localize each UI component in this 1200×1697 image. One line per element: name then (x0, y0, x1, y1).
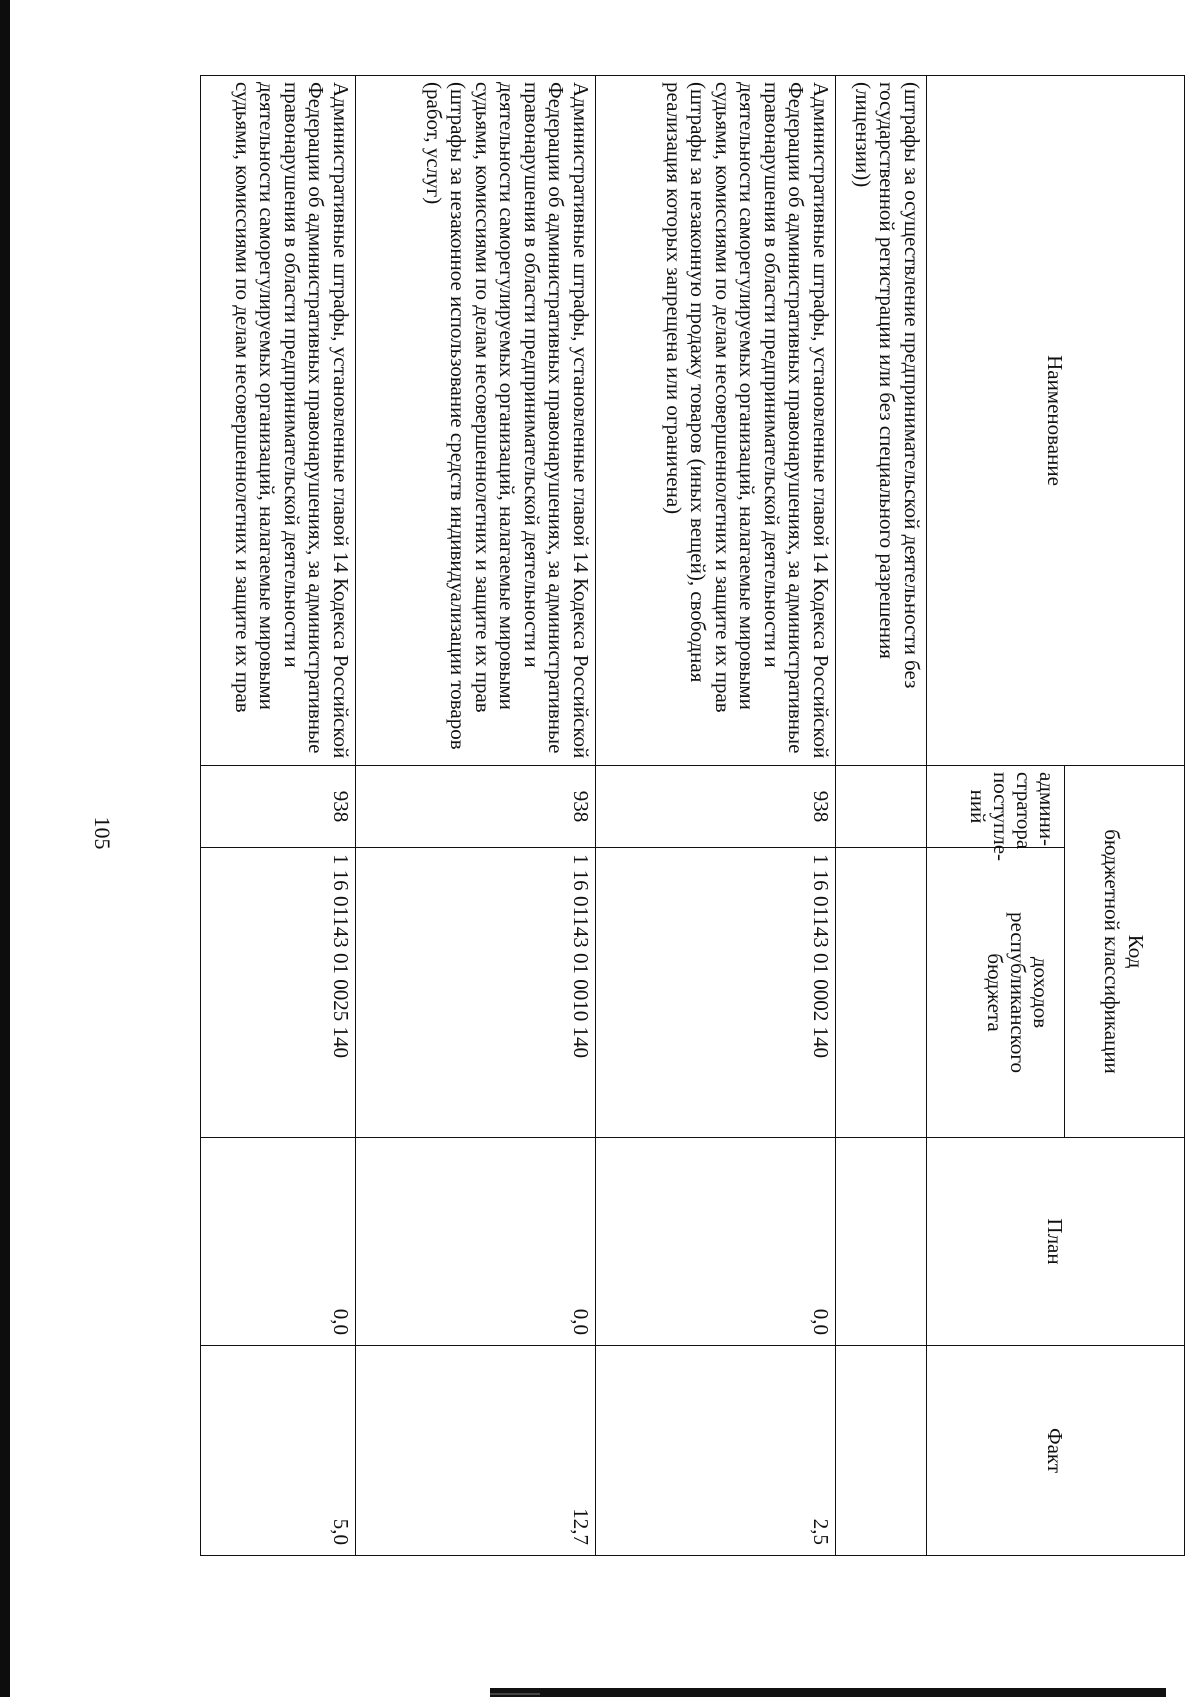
row-plan: 0,0 (201, 1138, 356, 1346)
header-plan: План (927, 1138, 1185, 1346)
row-name: (штрафы за осуществление предпринимательской деятельности без государственной регистрации или без специального разрешения (лицензии)) (836, 76, 927, 766)
header-fact: Факт (927, 1346, 1185, 1556)
row-plan: 0,0 (596, 1138, 836, 1346)
row-name: Административные штрафы, установленные главой 14 Кодекса Российской Федерации об административных правонарушениях, за административные правонарушения в области предпринимательской деятельности и деятельности саморегулируемых организаций, налагаемые мировыми судьями, комиссиями по делам несовершеннолетних и защите их прав (штрафы за незаконное использование средств индивидуализации товаров (работ, услуг) (356, 76, 596, 766)
scan-border-left (0, 0, 10, 1697)
row-fact (836, 1346, 927, 1556)
header-revenue-code: доходов республиканского бюджета (927, 848, 1065, 1138)
table-row (836, 76, 927, 1556)
row-code: 1 16 01143 01 0010 140 (356, 848, 596, 1138)
row-name: Административные штрафы, установленные главой 14 Кодекса Российской Федерации об административных правонарушениях, за административные правонарушения в области предпринимательской деятельности и деятельности саморегулируемых организаций, налагаемые мировыми судьями, комиссиями по делам несовершеннолетних и защите их прав (201, 76, 356, 766)
page-number: 105 (90, 816, 115, 850)
row-name: Административные штрафы, установленные главой 14 Кодекса Российской Федерации об административных правонарушениях, за административные правонарушения в области предпринимательской деятельности и деятельности саморегулируемых организаций, налагаемые мировыми судьями, комиссиями по делам несовершеннолетних и защите их прав (штрафы за незаконную продажу товаров (иных вещей), свободная реализация которых запрещена или ограничена) (596, 76, 836, 766)
row-admin: 938 (596, 766, 836, 848)
table-row (596, 76, 836, 1556)
scan-border-bottom-mark (490, 1693, 540, 1695)
row-fact: 12,7 (356, 1346, 596, 1556)
budget-table (200, 75, 1185, 1556)
row-admin: 938 (356, 766, 596, 848)
row-code: 1 16 01143 01 0002 140 (596, 848, 836, 1138)
scan-border-bottom (490, 1688, 1166, 1697)
row-admin: 938 (201, 766, 356, 848)
rotated-page (90, 75, 1185, 1555)
row-plan: 0,0 (356, 1138, 596, 1346)
table-row (201, 76, 356, 1556)
table-row (356, 76, 596, 1556)
row-code: 1 16 01143 01 0025 140 (201, 848, 356, 1138)
row-admin (836, 766, 927, 848)
header-name: Наименование (927, 76, 1185, 766)
row-fact: 2,5 (596, 1346, 836, 1556)
header-administrator: админи- стратора поступле- ний (927, 766, 1065, 848)
row-plan (836, 1138, 927, 1346)
row-code (836, 848, 927, 1138)
header-code-group: Код бюджетной классификации (1065, 766, 1185, 1138)
row-fact: 5,0 (201, 1346, 356, 1556)
